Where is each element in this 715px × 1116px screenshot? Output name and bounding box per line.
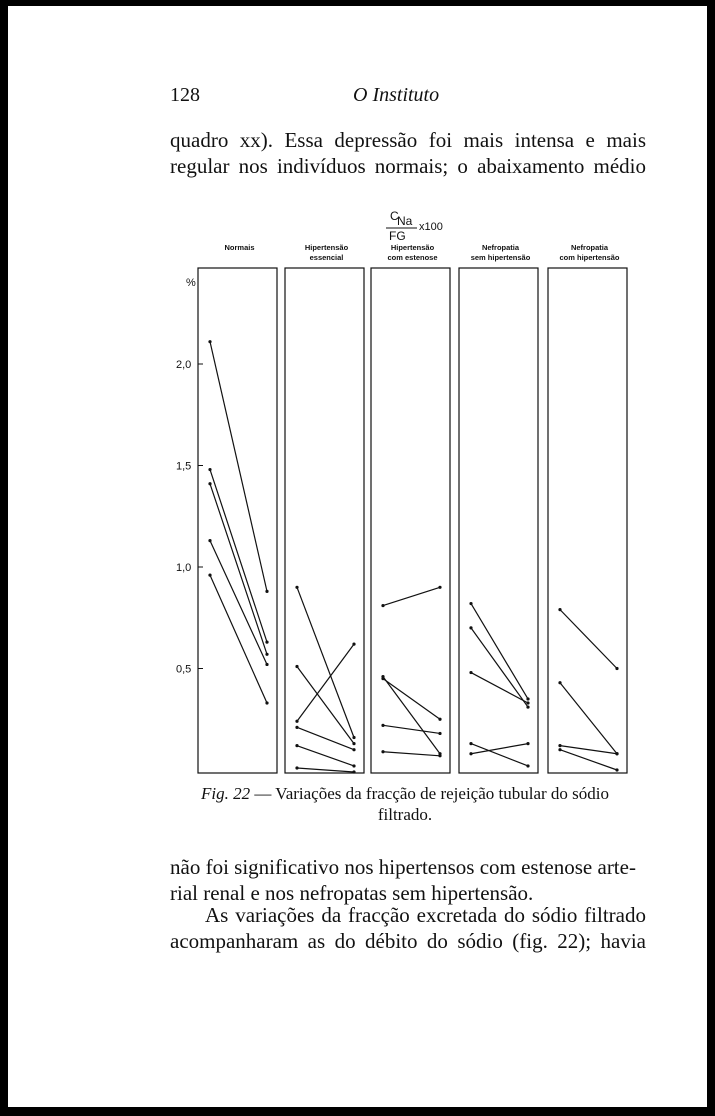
data-point-start xyxy=(295,665,298,668)
chart-panels xyxy=(198,243,627,774)
data-point-end xyxy=(265,653,268,656)
data-point-end xyxy=(352,742,355,745)
data-point-end xyxy=(352,748,355,751)
y-axis-unit: % xyxy=(186,277,196,289)
paragraph-next xyxy=(170,902,646,954)
panel-label: Nefropatia xyxy=(570,243,609,252)
data-point-start xyxy=(469,602,472,605)
panel-4 xyxy=(459,243,538,773)
data-point-start xyxy=(558,748,561,751)
data-line xyxy=(297,768,354,772)
panel-label-line2: com hipertensão xyxy=(559,253,620,262)
data-line xyxy=(471,604,528,699)
panel-label: Nefropatia xyxy=(481,243,520,252)
data-point-end xyxy=(438,732,441,735)
data-line xyxy=(210,541,267,665)
y-tick-label: 1,5 xyxy=(176,460,192,473)
formula-subscript: Na xyxy=(397,214,413,228)
data-point-end xyxy=(352,643,355,646)
formula-multiplier: x100 xyxy=(419,221,443,233)
panel-frame xyxy=(371,268,450,773)
data-line xyxy=(383,725,440,733)
data-point-end xyxy=(526,705,529,708)
data-point-end xyxy=(352,764,355,767)
data-point-end xyxy=(352,770,355,773)
text-line: regular nos indivíduos normais; o abaixamento médio xyxy=(170,154,646,178)
data-point-start xyxy=(469,752,472,755)
data-point-start xyxy=(381,750,384,753)
data-line xyxy=(297,644,354,721)
data-point-start xyxy=(469,742,472,745)
data-point-end xyxy=(438,718,441,721)
data-point-end xyxy=(265,590,268,593)
data-point-end xyxy=(265,701,268,704)
caption-text: Variações da fracção de rejeição tubular do sódio xyxy=(275,784,609,803)
panel-1 xyxy=(198,243,277,773)
data-point-start xyxy=(208,340,211,343)
data-point-end xyxy=(352,736,355,739)
data-point-start xyxy=(295,726,298,729)
data-line xyxy=(210,484,267,655)
data-line xyxy=(210,575,267,703)
data-line xyxy=(297,727,354,749)
panel-label: Hipertensão xyxy=(304,243,349,252)
data-point-start xyxy=(295,586,298,589)
data-line xyxy=(560,610,617,669)
data-point-start xyxy=(381,675,384,678)
text-line: acompanharam as do débito do sódio (fig. 22); havia xyxy=(170,929,646,953)
figure-caption xyxy=(186,783,624,825)
book-page xyxy=(8,6,707,1107)
panel-label-line2: com estenose xyxy=(387,253,438,262)
figure-22-chart xyxy=(8,6,707,786)
data-line xyxy=(383,679,440,720)
data-line xyxy=(210,342,267,592)
running-title: O Instituto xyxy=(353,84,440,106)
panel-label-line2: essencial xyxy=(309,253,344,262)
data-point-end xyxy=(526,742,529,745)
data-point-start xyxy=(295,744,298,747)
panel-frame xyxy=(548,268,627,773)
caption-dash: — xyxy=(250,784,276,803)
text-line: rial renal e nos nefropatas sem hipertensão. xyxy=(170,881,534,905)
y-tick-label: 1,0 xyxy=(176,562,192,574)
data-point-start xyxy=(558,744,561,747)
panel-5 xyxy=(548,243,627,773)
panel-2 xyxy=(285,243,364,774)
data-line xyxy=(383,587,440,605)
data-line xyxy=(383,677,440,754)
data-line xyxy=(471,673,528,703)
y-tick-label: 0,5 xyxy=(176,663,192,676)
panel-label-line2: sem hipertensão xyxy=(470,253,531,262)
data-point-end xyxy=(526,701,529,704)
text-line: não foi significativo nos hipertensos com estenose arte- xyxy=(170,855,636,879)
panel-frame xyxy=(198,268,277,773)
data-point-start xyxy=(295,766,298,769)
panel-label: Normais xyxy=(224,243,255,252)
data-point-end xyxy=(526,697,529,700)
data-line xyxy=(297,666,354,743)
data-point-start xyxy=(208,468,211,471)
paragraph-bottom xyxy=(170,854,646,906)
data-point-end xyxy=(438,754,441,757)
data-point-start xyxy=(381,604,384,607)
panel-frame xyxy=(459,268,538,773)
data-line xyxy=(471,744,528,754)
panel-label: Hipertensão xyxy=(390,243,435,252)
formula-denominator: FG xyxy=(389,229,406,243)
panel-frame xyxy=(285,268,364,773)
data-point-end xyxy=(615,752,618,755)
y-tick-label: 2,0 xyxy=(176,359,192,371)
data-point-start xyxy=(208,574,211,577)
formula-numerator: C xyxy=(390,209,399,223)
text-line: quadro xx). Essa depressão foi mais intensa e mais xyxy=(170,128,646,152)
data-point-start xyxy=(381,724,384,727)
data-point-end xyxy=(615,667,618,670)
data-line xyxy=(560,683,617,754)
data-point-start xyxy=(558,608,561,611)
data-line xyxy=(471,744,528,766)
data-line xyxy=(297,587,354,737)
data-line xyxy=(383,752,440,756)
data-point-end xyxy=(615,768,618,771)
panel-3 xyxy=(371,243,450,773)
data-point-end xyxy=(265,641,268,644)
data-line xyxy=(471,628,528,707)
data-point-start xyxy=(208,539,211,542)
data-point-end xyxy=(438,586,441,589)
data-point-start xyxy=(469,626,472,629)
caption-fig-label: Fig. 22 xyxy=(200,784,251,803)
text-line: As variações da fracção excretada do sódio filtrado xyxy=(205,903,646,927)
data-point-end xyxy=(526,764,529,767)
data-point-start xyxy=(469,671,472,674)
data-line xyxy=(297,746,354,766)
data-point-start xyxy=(558,681,561,684)
data-point-end xyxy=(265,663,268,666)
data-point-start xyxy=(208,482,211,485)
caption-text-continued: filtrado. xyxy=(377,805,433,824)
y-axis-ticks xyxy=(176,359,203,676)
data-point-start xyxy=(295,720,298,723)
page-number: 128 xyxy=(170,84,200,106)
